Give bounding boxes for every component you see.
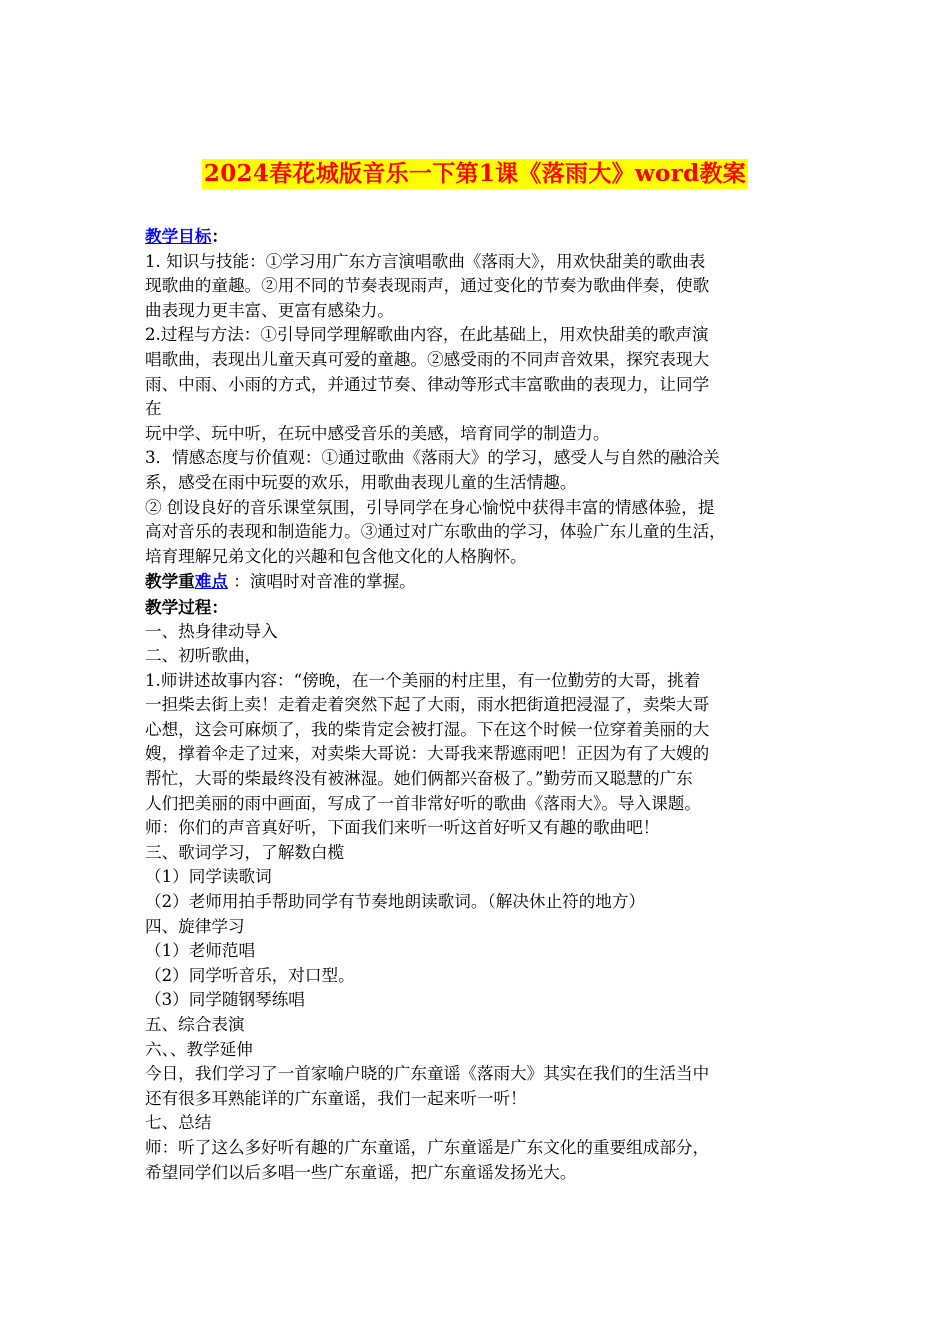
objectives-colon: ：: [211, 226, 228, 246]
process-line: 师：你们的声音真好听，下面我们来听一听这首好听又有趣的歌曲吧！: [145, 818, 660, 838]
process-line: 一、热身律动导入: [145, 621, 278, 641]
process-line: （3）同学随钢琴练唱: [145, 990, 305, 1010]
objectives-line: 曲表现力更丰富、更富有感染力。: [145, 300, 394, 320]
objectives-line: 雨、中雨、小雨的方式，并通过节奏、律动等形式丰富歌曲的表现力，让同学: [145, 374, 710, 394]
process-line: 师：听了这么多好听有趣的广东童谣，广东童谣是广东文化的重要组成部分，: [145, 1137, 710, 1157]
document-title: 2024春花城版音乐一下第1课《落雨大》word教案: [203, 160, 747, 187]
key-points-link[interactable]: 难点: [194, 571, 228, 592]
objectives-line: 3．情感态度与价值观：①通过歌曲《落雨大》的学习，感受人与自然的融洽关: [145, 448, 720, 468]
process-line: 三、歌词学习，了解数白榄: [145, 842, 345, 862]
objectives-line: 2.过程与方法：①引导同学理解歌曲内容，在此基础上，用欢快甜美的歌声演: [145, 325, 709, 345]
process-line: 1.师讲述故事内容：“傍晚，在一个美丽的村庄里，有一位勤劳的大哥，挑着: [145, 670, 701, 690]
process-line: （2）老师用拍手帮助同学有节奏地朗读歌词。（解决休止符的地方）: [145, 892, 646, 912]
process-line: 帮忙，大哥的柴最终没有被淋湿。她们俩都兴奋极了。”勤劳而又聪慧的广东: [145, 769, 693, 789]
process-line: 二、初听歌曲，: [145, 646, 262, 666]
objectives-line: 唱歌曲，表现出儿童天真可爱的童趣。②感受雨的不同声音效果，探究表现大: [145, 349, 710, 369]
document-body: [145, 224, 810, 1185]
process-line: 五、综合表演: [145, 1015, 245, 1034]
process-line: （1）同学读歌词: [145, 867, 272, 887]
key-points-text: ：演唱时对音准的掌握。: [227, 572, 416, 592]
objectives-line: 系，感受在雨中玩耍的欢乐，用歌曲表现儿童的生活情趣。: [145, 472, 577, 492]
objectives-line: 1. 知识与技能：①学习用广东方言演唱歌曲《落雨大》，用欢快甜美的歌曲表: [145, 251, 706, 271]
process-line: 还有很多耳熟能详的广东童谣，我们一起来听一听！: [145, 1088, 527, 1108]
objectives-line: ② 创设良好的音乐课堂氛围，引导同学在身心愉悦中获得丰富的情感体验，提: [145, 497, 715, 517]
process-heading: 教学过程：: [145, 596, 228, 617]
objectives-heading: [145, 224, 810, 250]
process-line: 嫂，撑着伞走了过来，对卖柴大哥说：大哥我来帮遮雨吧！正因为有了大嫂的: [145, 744, 710, 764]
process-line: 一担柴去街上卖！走着走着突然下起了大雨，雨水把街道把浸湿了，卖柴大哥: [145, 695, 710, 715]
process-line: 人们把美丽的雨中画面，写成了一首非常好听的歌曲《落雨大》。导入课题。: [145, 793, 701, 813]
key-points-label: 教学重: [145, 571, 195, 592]
objectives-link[interactable]: 教学目标: [145, 226, 212, 246]
objectives-line: 在: [145, 399, 162, 419]
process-line: 四、旋律学习: [145, 916, 245, 936]
objectives-line: 高对音乐的表现和制造能力。③通过对广东歌曲的学习，体验广东儿童的生活，: [145, 522, 726, 542]
process-line: 心想，这会可麻烦了，我的柴肯定会被打湿。下在这个时候一位穿着美丽的大: [145, 719, 710, 739]
title-container: [0, 159, 950, 189]
objectives-line: 培育理解兄弟文化的兴趣和包含他文化的人格胸怀。: [145, 546, 527, 566]
process-line: 希望同学们以后多唱一些广东童谣，把广东童谣发扬光大。: [145, 1162, 577, 1182]
key-points-line: [145, 569, 810, 595]
objectives-line: 现歌曲的童趣。②用不同的节奏表现雨声，通过变化的节奏为歌曲伴奏，使歌: [145, 276, 710, 296]
process-line: 今日，我们学习了一首家喻户晓的广东童谣《落雨大》其实在我们的生活当中: [145, 1064, 710, 1084]
process-line: （2）同学听音乐，对口型。: [145, 965, 355, 985]
process-line: 六、、教学延伸: [145, 1039, 253, 1059]
process-line: （1）老师范唱: [145, 941, 256, 961]
process-line: 七、总结: [145, 1113, 212, 1133]
objectives-line: 玩中学、玩中听，在玩中感受音乐的美感，培育同学的制造力。: [145, 423, 610, 443]
